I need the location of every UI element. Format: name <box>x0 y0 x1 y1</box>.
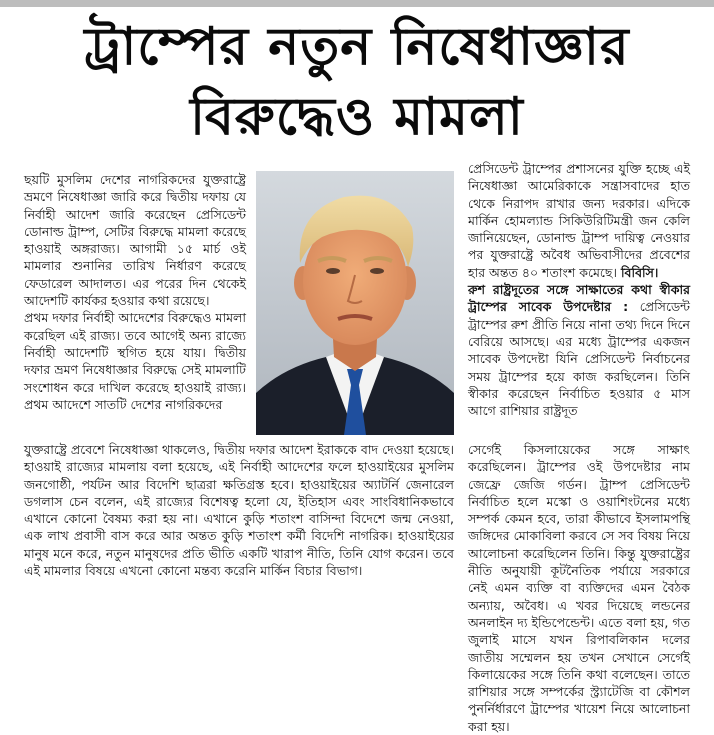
portrait-image <box>256 171 454 435</box>
trump-photo <box>256 171 454 435</box>
paragraph: সের্গেই কিসলায়েকের সঙ্গে সাক্ষাৎ করেছিলেন। ট্রাম্পের ওই উপদেষ্টার নাম জেফ্রে জেজি গর্ডন। ট্রাম্প প্রেসিডেন্ট নির্বাচিত হলে মস্কো ও ওয়াশিংটনের মধ্যে সম্পর্ক কেমন হবে, তারা কীভাবে ইসলামপন্থি জঙ্গিদের মোকাবিলা করবে সে সব বিষয় নিয়ে আলোচনা করেছিলেন তিনি। কিন্তু যুক্তরাষ্ট্রের নীতি অনুযায়ী কূটনৈতিক পর্যায়ে সরকারে নেই এমন ব্যক্তি বা ব্যক্তিদের এমন বৈঠক অন্যায়, অবৈধ। এ খবর দিয়েছে লন্ডনের অনলাইন দ্য ইন্ডিপেন্ডেন্ট। এতে বলা হয়, গত জুলাই মাসে যখন রিপাবলিকান দলের জাতীয় সম্মেলন হয় তখন সেখানে সের্গেই কিলায়েকের সঙ্গে তিনি কথা বলেছেন। তাতে রাশিয়ার সঙ্গে সম্পর্কের স্ট্র্যাটেজি বা কৌশল পুনর্নির্ধারণে ট্রাম্পের খায়েশ নিয়ে আলোচনা করা হয়। <box>468 442 690 734</box>
top-border <box>0 0 714 7</box>
paragraph: প্রথম দফার নির্বাহী আদেশের বিরুদ্ধেও মামলা করেছিল এই রাজ্য। তবে আগেই অন্য রাজ্যে নির্বাহী আদেশটি স্থগিত হয়ে যায়। দ্বিতীয় দফার ভ্রমণ নিষেধাজ্ঞার বিরুদ্ধে সেই মামলাটি সংশোধন করে দাখিল করেছে হাওয়াই রাজ্য। প্রথম আদেশে সাতটি দেশের নাগরিকদের <box>24 310 246 412</box>
subheading: রুশ রাষ্ট্রদূতের সঙ্গে সাক্ষাতের কথা স্বীকার ট্রাম্পের সাবেক উপদেষ্টার : <box>468 282 690 315</box>
paragraph: যুক্তরাষ্ট্রে প্রবেশে নিষেধাজ্ঞা থাকলেও, দ্বিতীয় দফার আদেশ ইরাককে বাদ দেওয়া হয়েছে। হাওয়াই রাজ্যের মামলায় বলা হয়েছে, এই নির্বাহী আদেশের ফলে হাওয়াইয়ের মুসলিম জনগোষ্ঠী, পর্যটন আর বিদেশি ছাত্ররা ক্ষতিগ্রস্ত হবে। হাওয়াইয়ের অ্যাটর্নি জেনারেল ডগলাস চেন বলেন, এই রাজ্যের বিশেষত্ব হলো যে, ইতিহাস এবং সাংবিধানিকভাবে এখানে কোনো বৈষম্য করা হয় না। এখানে কুড়ি শতাংশ বাসিন্দা বিদেশে জন্ম নেওয়া, এক লাখ প্রবাসী বাস করে আর অন্তত কুড়ি শতাংশ কর্মী বিদেশি নাগরিক। হাওয়াইয়ের মানুষ মনে করে, নতুন মানুষদের প্রতি ভীতি একটি খারাপ নীতি, তিনি যোগ করেন। তবে এই মামলার বিষয়ে এখনো কোনো মন্তব্য করেনি মার্কিন বিচার বিভাগ। <box>24 442 454 579</box>
article-bottom-left <box>24 441 454 653</box>
source-credit: বিবিসি। <box>620 264 659 280</box>
paragraph: প্রেসিডেন্ট ট্রাম্পের রুশ প্রীতি নিয়ে নানা তথ্য দিনে দিনে বেরিয়ে আসছে। এর মধ্যে ট্রাম্পের একজন সাবেক উপদেষ্টা যিনি প্রেসিডেন্ট নির্বাচনের সময় ট্রাম্পের হয়ে কাজ করছিলেন। তিনি স্বীকার করেছেন নির্বাচিত হওয়ার ৫ মাস আগে রাশিয়ার রাষ্ট্রদূত <box>468 299 690 419</box>
article-bottom-right <box>468 441 690 734</box>
article-column-left <box>24 171 246 439</box>
article-column-right <box>468 160 690 440</box>
paragraph: প্রেসিডেন্ট ট্রাম্পের প্রশাসনের যুক্তি হচ্ছে এই নিষেধাজ্ঞা আমেরিকাকে সন্ত্রাসবাদের হাত থেকে নিরাপদ রাখার জন্য দরকার। এদিকে মার্কিন হোমল্যান্ড সিকিউরিটিমন্ত্রী জন কেলি জানিয়েছেন, ডোনাল্ড ট্রাম্প দায়িত্ব নেওয়ার পর যুক্তরাষ্ট্রে অবৈধ অভিবাসীদের প্রবেশের হার অন্তত ৪০ শতাংশ কমেছে। <box>468 161 690 280</box>
headline-line-2: বিরুদ্ধেও মামলা <box>190 87 524 147</box>
headline-line-1: ট্রাম্পের নতুন নিষেধাজ্ঞার <box>84 17 630 77</box>
paragraph: ছয়টি মুসলিম দেশের নাগরিকদের যুক্তরাষ্ট্রে ভ্রমণে নিষেধাজ্ঞা জারি করে দ্বিতীয় দফায় যে নির্বাহী আদেশ জারি করেছেন প্রেসিডেন্ট ডোনাল্ড ট্রাম্প, সেটির বিরুদ্ধে মামলা করেছে হাওয়াই অঙ্গরাজ্য। আগামী ১৫ মার্চ ওই মামলার শুনানির তারিখ নির্ধারণ করেছে ফেডারেল আদালত। এর পরের দিন থেকেই আদেশটি কার্যকর হওয়ার কথা রয়েছে। <box>24 172 246 309</box>
